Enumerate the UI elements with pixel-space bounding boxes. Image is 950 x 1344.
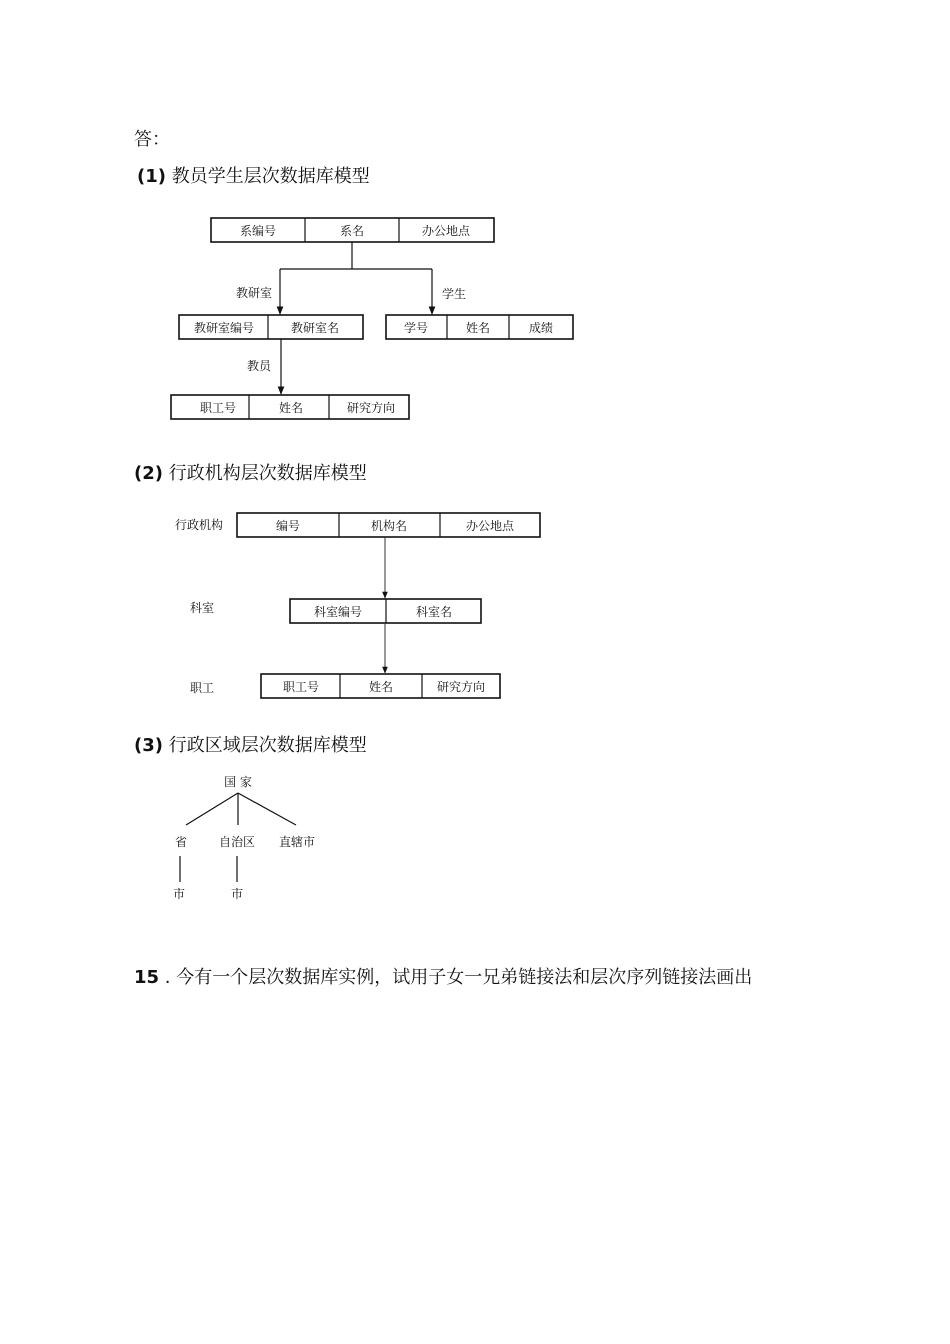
diagram1-teacher-student-model — [171, 218, 573, 419]
d2-top-field: 编号 — [275, 519, 301, 533]
d3-edge-province — [186, 793, 238, 825]
d1-right-field: 学号 — [403, 321, 429, 335]
d3-child-node: 直辖市 — [278, 835, 316, 849]
d1-left-field: 教研室编号 — [193, 321, 255, 335]
d1-left-record — [179, 315, 363, 339]
d2-mid-field: 科室编号 — [313, 605, 363, 619]
d2-top-field: 机构名 — [370, 519, 408, 533]
section3-number: (3) — [134, 735, 163, 756]
d2-bottom-field: 职工号 — [282, 680, 320, 694]
answer-label: 答： — [134, 129, 170, 150]
d1-root-field: 系名 — [339, 224, 365, 238]
section2-number: (2) — [134, 463, 163, 484]
d1-left-field: 教研室名 — [290, 321, 340, 335]
d2-mid-field: 科室名 — [415, 605, 453, 619]
question-15-dot: . — [164, 967, 171, 988]
diagram2-administrative-org-model — [175, 513, 540, 698]
question-15-number: 15 — [134, 967, 160, 988]
d1-root-field: 系编号 — [239, 224, 277, 238]
d1-bottom-field: 职工号 — [199, 401, 237, 415]
d1-edge-bottom-label: 教员 — [247, 359, 272, 373]
d3-grandchild-node: 市 — [230, 887, 244, 901]
d2-top-record — [237, 513, 540, 537]
d1-right-field: 成绩 — [528, 321, 554, 335]
d1-edge-left-label: 教研室 — [236, 286, 273, 300]
d2-top-field: 办公地点 — [465, 519, 515, 533]
d3-grandchild-node: 市 — [172, 887, 186, 901]
section3-title: 行政区域层次数据库模型 — [168, 735, 367, 756]
d1-root-field: 办公地点 — [421, 224, 471, 238]
d3-root-node: 国 家 — [224, 775, 252, 789]
d3-child-node: 省 — [174, 835, 188, 849]
d2-bottom-field: 姓名 — [368, 680, 394, 694]
diagram3-region-tree — [173, 774, 315, 901]
d1-root-record — [211, 218, 494, 242]
section2-title: 行政机构层次数据库模型 — [168, 463, 367, 484]
question-15-text: 今有一个层次数据库实例，试用子女一兄弟链接法和层次序列链接法画出 — [176, 967, 753, 988]
section1-number: (1) — [137, 166, 166, 187]
section1-title: 教员学生层次数据库模型 — [171, 166, 370, 187]
d2-mid-record — [290, 599, 481, 623]
d3-child-node: 自治区 — [218, 835, 256, 849]
d2-label-mid: 科室 — [190, 601, 215, 615]
d1-bottom-field: 姓名 — [278, 401, 304, 415]
d1-edge-right-label: 学生 — [442, 287, 467, 301]
d2-label-bottom: 职工 — [190, 681, 215, 695]
d1-right-record — [386, 315, 573, 339]
d2-label-top: 行政机构 — [175, 518, 224, 532]
d2-bottom-record — [261, 674, 500, 698]
d2-bottom-field: 研究方向 — [436, 680, 486, 694]
d3-edge-municipality — [238, 793, 296, 825]
d1-bottom-field: 研究方向 — [346, 401, 396, 415]
d1-bottom-record — [171, 395, 409, 419]
d1-right-field: 姓名 — [465, 321, 491, 335]
